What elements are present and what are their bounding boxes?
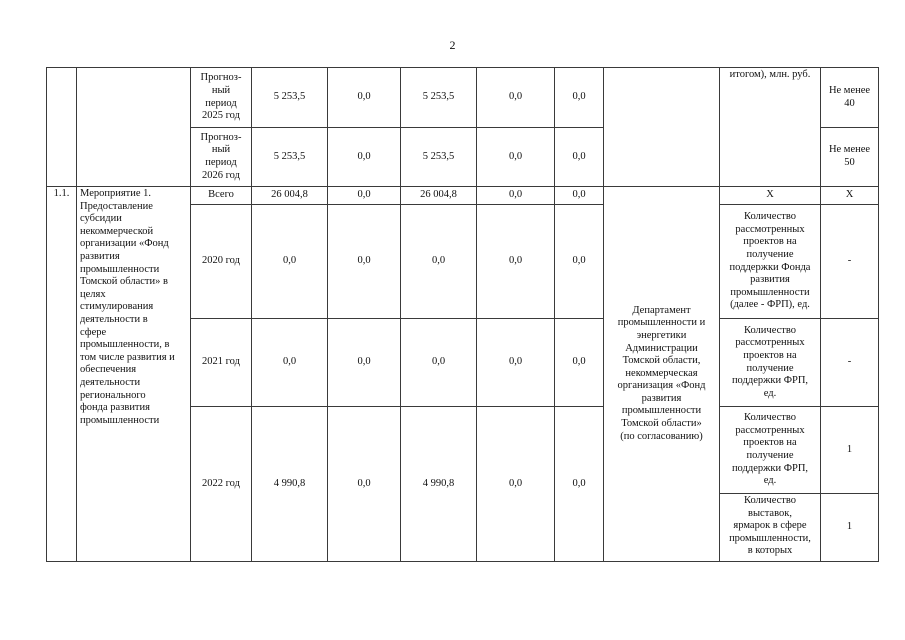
amount-local-cell: 0,0 [477,128,555,187]
amount-other-cell: 0,0 [555,128,604,187]
amount-total-cell: 26 004,8 [252,187,328,205]
period-cell: Всего [191,187,252,205]
amount-other-cell: 0,0 [555,407,604,562]
indicator-cell: Количество выставок, ярмарок в сфере промышленности, в которых [720,494,821,562]
amount-federal-cell: 0,0 [328,68,401,128]
amount-local-cell: 0,0 [477,68,555,128]
amount-federal-cell: 0,0 [328,407,401,562]
period-cell: Прогноз- ный период 2025 год [191,68,252,128]
indicator-value-cell: Х [821,187,879,205]
amount-federal-cell: 0,0 [328,187,401,205]
amount-other-cell: 0,0 [555,68,604,128]
period-cell: 2021 год [191,319,252,407]
amount-other-cell: 0,0 [555,187,604,205]
amount-federal-cell: 0,0 [328,319,401,407]
page-number: 2 [449,38,456,52]
indicator-value-cell: 1 [821,494,879,562]
measure-name-cell [77,68,191,187]
amount-local-cell: 0,0 [477,407,555,562]
amount-local-cell: 0,0 [477,187,555,205]
amount-regional-cell: 5 253,5 [401,128,477,187]
period-cell: 2020 год [191,205,252,319]
measure-number-cell [47,68,77,187]
amount-regional-cell: 26 004,8 [401,187,477,205]
amount-local-cell: 0,0 [477,205,555,319]
amount-total-cell: 0,0 [252,205,328,319]
amount-regional-cell: 0,0 [401,319,477,407]
indicator-cell: Х [720,187,821,205]
indicator-cell: Количество рассмотренных проектов на получение поддержки ФРП, ед. [720,319,821,407]
amount-federal-cell: 0,0 [328,128,401,187]
indicator-value-cell: Не менее 50 [821,128,879,187]
amount-total-cell: 4 990,8 [252,407,328,562]
indicator-value-cell: - [821,205,879,319]
amount-regional-cell: 0,0 [401,205,477,319]
indicator-value-cell: 1 [821,407,879,494]
measure-name: Мероприятие 1. Предоставление субсидии некоммерческой организации «Фонд развития промышленности Томской области» в целях стимулирования деятельности в сфере промышленности, в том числе развития и обеспечения деятельности регионального фонда развития промышленности [77,187,191,562]
table-row [47,187,879,205]
amount-local-cell: 0,0 [477,319,555,407]
measure-number: 1.1. [47,187,77,562]
period-cell: 2022 год [191,407,252,562]
period-cell: Прогноз- ный период 2026 год [191,128,252,187]
amount-other-cell: 0,0 [555,319,604,407]
indicator-value-cell: Не менее 40 [821,68,879,128]
executor-cell: Департамент промышленности и энергетики Администрации Томской области, некоммерческая организация «Фонд развития промышленности Томской области» (по согласованию) [604,187,720,562]
amount-total-cell: 5 253,5 [252,128,328,187]
amount-total-cell: 5 253,5 [252,68,328,128]
amount-other-cell: 0,0 [555,205,604,319]
amount-total-cell: 0,0 [252,319,328,407]
indicator-cell: итогом), млн. руб. [720,68,821,187]
program-table [46,67,879,562]
indicator-value-cell: - [821,319,879,407]
indicator-cell: Количество рассмотренных проектов на получение поддержки Фонда развития промышленности (далее - ФРП), ед. [720,205,821,319]
amount-regional-cell: 4 990,8 [401,407,477,562]
executor-cell [604,68,720,187]
amount-federal-cell: 0,0 [328,205,401,319]
table-row [47,68,879,128]
indicator-cell: Количество рассмотренных проектов на получение поддержки ФРП, ед. [720,407,821,494]
amount-regional-cell: 5 253,5 [401,68,477,128]
